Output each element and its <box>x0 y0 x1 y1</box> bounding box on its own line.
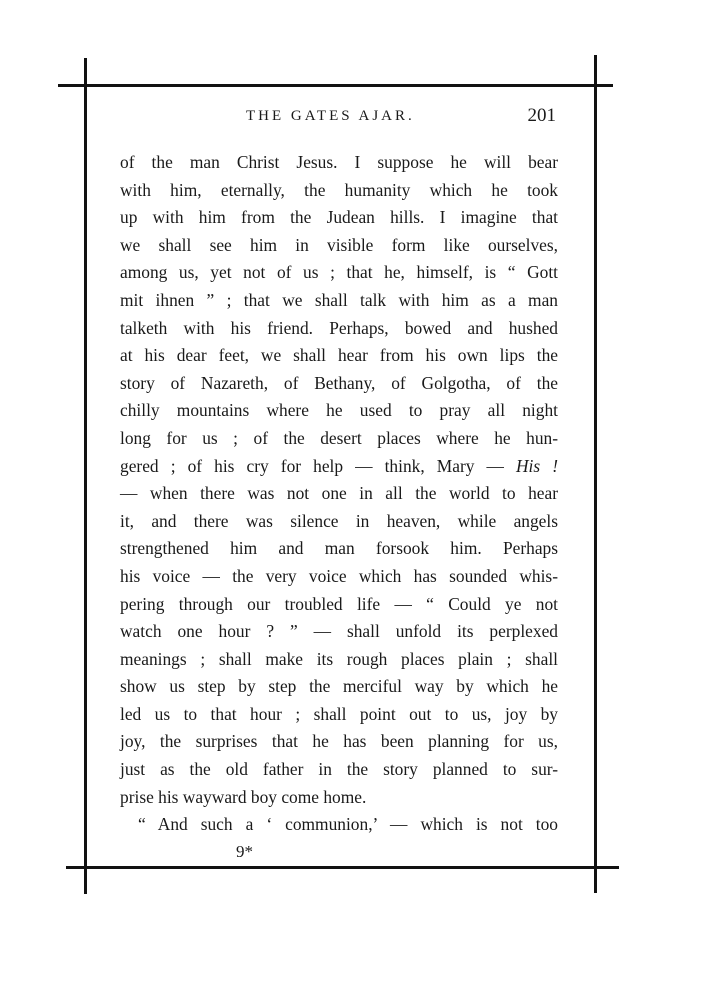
text-line: just as the old father in the story planned to sur- <box>120 759 558 780</box>
running-title: THE GATES AJAR. <box>246 108 415 124</box>
emphasized-word: His ! <box>515 455 558 476</box>
running-head <box>120 106 558 130</box>
left-border-rule <box>84 58 87 894</box>
text-line: up with him from the Judean hills. I imagine that <box>120 207 558 228</box>
text-line: of the man Christ Jesus. I suppose he will bear <box>120 152 558 172</box>
text-line: joy, the surprises that he has been planning for us, <box>120 731 558 752</box>
text-line: strengthened him and man forsook him. Perhaps <box>120 538 558 559</box>
text-line: pering through our troubled life — “ Could ye not <box>120 593 558 614</box>
text-line: at his dear feet, we shall hear from his own lips the <box>120 345 558 366</box>
text-line-with-emphasis <box>120 453 558 481</box>
text-line: talketh with his friend. Perhaps, bowed and hushed <box>120 317 558 338</box>
signature-mark: 9* <box>236 842 253 861</box>
text-line: led us to that hour ; shall point out to us, joy by <box>120 703 558 724</box>
text-line: show us step by step the merciful way by which he <box>120 676 558 697</box>
bottom-border-rule <box>66 866 619 869</box>
text-line: among us, yet not of us ; that he, himself, is “ Gott <box>120 262 558 283</box>
text-line: mit ihnen ” ; that we shall talk with him as a man <box>120 289 558 310</box>
text-line: with him, eternally, the humanity which he took <box>120 179 558 200</box>
top-border-rule <box>58 84 613 87</box>
paragraph-end-line: prise his wayward boy come home. <box>120 786 367 807</box>
text-line: his voice — the very voice which has sounded whis- <box>120 565 558 586</box>
text-line: it, and there was silence in heaven, while angels <box>120 510 558 531</box>
text-line: — when there was not one in all the world to hear <box>120 483 558 504</box>
text-line: long for us ; of the desert places where he hun- <box>120 427 558 448</box>
right-border-rule <box>594 55 597 893</box>
text-line: meanings ; shall make its rough places plain ; shall <box>120 648 558 669</box>
text-segment: gered ; of his cry for help — think, Mary — <box>120 455 516 476</box>
text-line: watch one hour ? ” — shall unfold its perplexed <box>120 621 558 642</box>
text-line: we shall see him in visible form like ourselves, <box>120 234 558 255</box>
text-line: story of Nazareth, of Bethany, of Golgotha, of the <box>120 372 558 393</box>
page-number: 201 <box>527 105 556 126</box>
body-text <box>120 149 558 839</box>
text-line: chilly mountains where he used to pray all night <box>120 400 558 421</box>
text-line: “ And such a ‘ communion,’ — which is not too <box>138 814 558 835</box>
